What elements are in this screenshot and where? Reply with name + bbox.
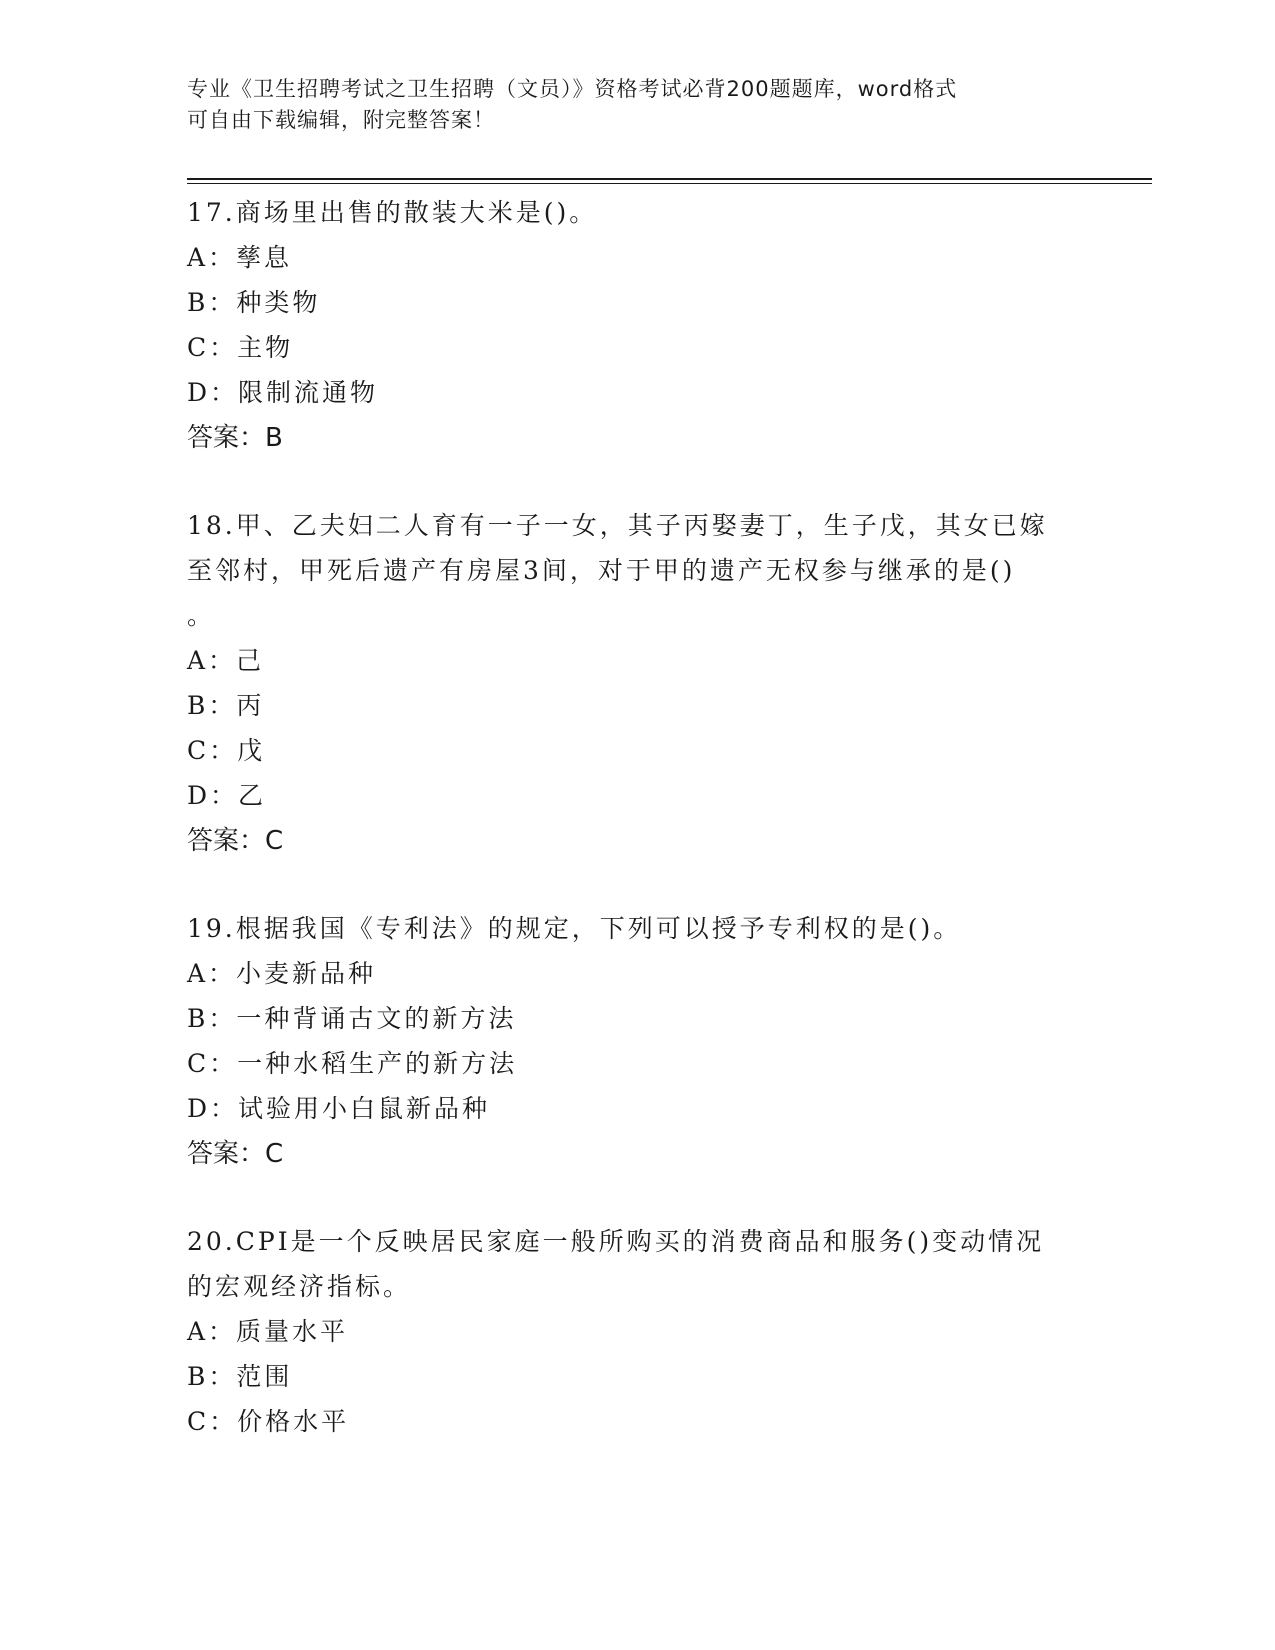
question-17 xyxy=(187,190,1087,461)
option-a: A：质量水平 xyxy=(187,1317,349,1346)
option-b: B：丙 xyxy=(187,691,265,720)
answer: 答案：B xyxy=(187,423,283,453)
question-text-line-1: 18.甲、乙夫妇二人育有一子一女，其子丙娶妻丁，生子戊，其女已嫁 xyxy=(187,511,1048,540)
document-header xyxy=(187,74,1087,136)
option-a: A：孳息 xyxy=(187,243,293,272)
answer: 答案：C xyxy=(187,826,284,856)
option-c: C：一种水稻生产的新方法 xyxy=(187,1049,518,1078)
option-d: D：试验用小白鼠新品种 xyxy=(187,1094,491,1123)
header-rule-thick xyxy=(187,178,1152,180)
option-b: B：一种背诵古文的新方法 xyxy=(187,1004,517,1033)
option-d: D：乙 xyxy=(187,781,267,810)
spacer xyxy=(187,1177,1087,1219)
option-a: A：己 xyxy=(187,646,265,675)
option-c: C：价格水平 xyxy=(187,1407,350,1436)
option-a: A：小麦新品种 xyxy=(187,959,377,988)
question-text-line-2: 至邻村，甲死后遗产有房屋3间，对于甲的遗产无权参与继承的是() xyxy=(187,556,1016,585)
option-c: C：主物 xyxy=(187,333,294,362)
question-text-line-2: 的宏观经济指标。 xyxy=(187,1272,412,1301)
question-text: 17.商场里出售的散装大米是()。 xyxy=(187,198,598,227)
question-list xyxy=(187,190,1087,1444)
option-c: C：戊 xyxy=(187,736,266,765)
header-line-1: 专业《卫生招聘考试之卫生招聘（文员）》资格考试必背200题题库，word格式 xyxy=(187,77,958,101)
question-text: 19.根据我国《专利法》的规定，下列可以授予专利权的是()。 xyxy=(187,914,962,943)
question-18 xyxy=(187,503,1087,864)
spacer xyxy=(187,864,1087,906)
option-b: B：范围 xyxy=(187,1362,293,1391)
option-d: D：限制流通物 xyxy=(187,378,379,407)
option-b: B：种类物 xyxy=(187,288,321,317)
question-text-line-3: 。 xyxy=(187,601,216,630)
answer: 答案：C xyxy=(187,1139,284,1169)
question-19 xyxy=(187,906,1087,1177)
spacer xyxy=(187,461,1087,503)
header-line-2: 可自由下载编辑，附完整答案！ xyxy=(187,108,495,132)
header-rule-thin xyxy=(187,183,1152,184)
question-20 xyxy=(187,1219,1087,1444)
question-text-line-1: 20.CPI是一个反映居民家庭一般所购买的消费商品和服务()变动情况 xyxy=(187,1227,1045,1256)
